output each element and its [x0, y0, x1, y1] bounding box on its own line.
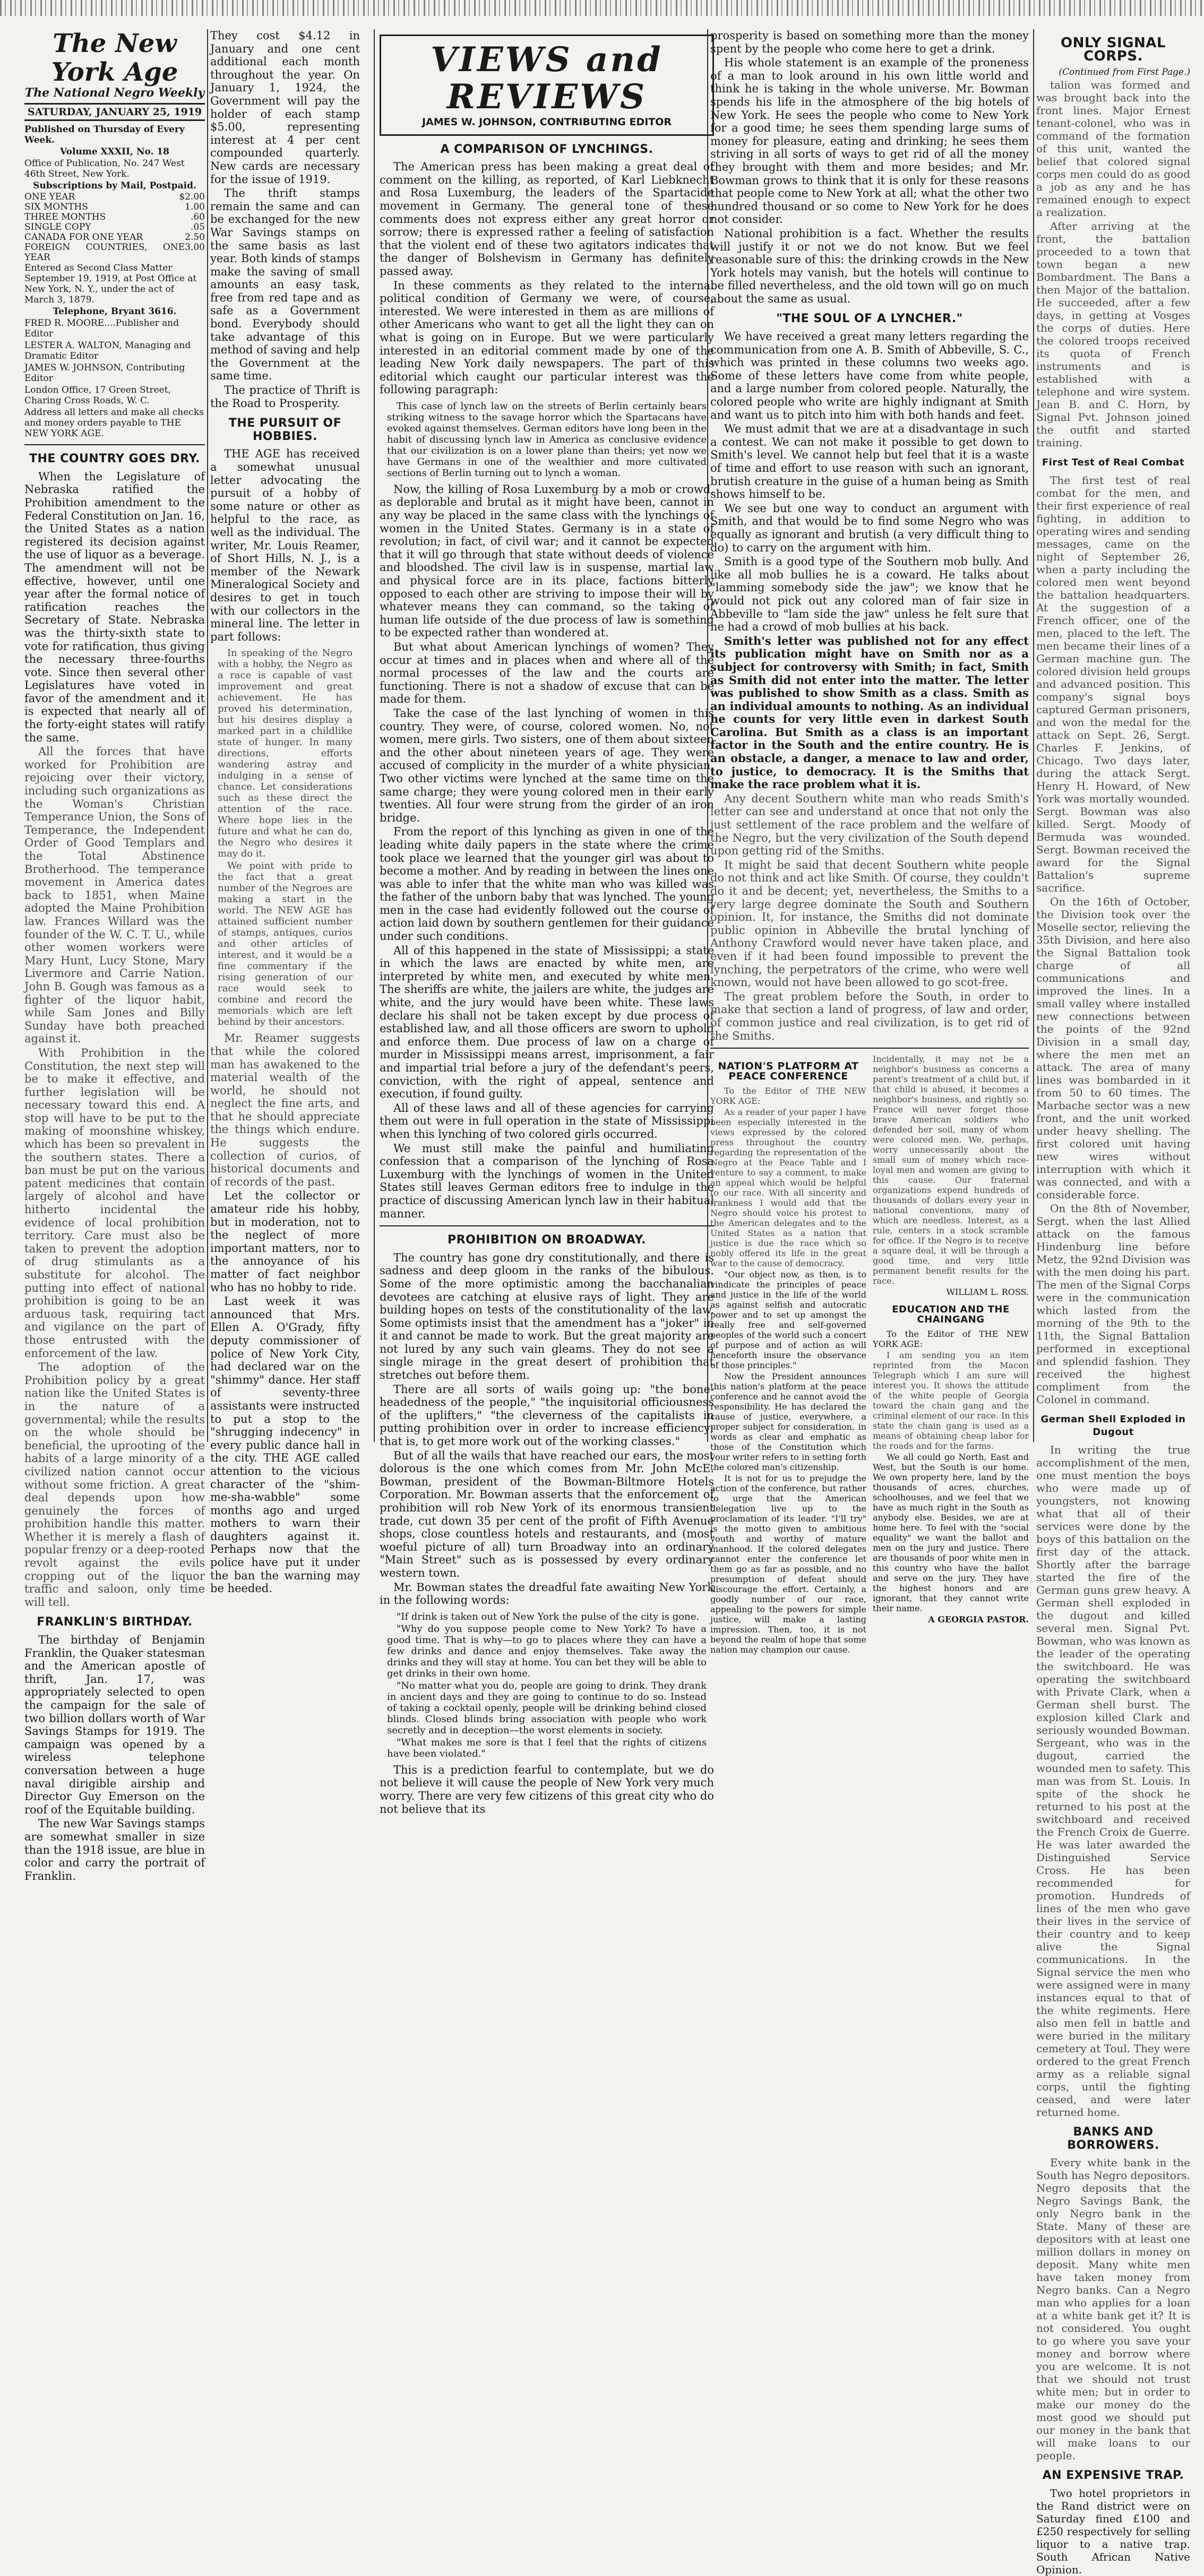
torn-top-edge: [0, 0, 1204, 16]
subscriptions-heading: Subscriptions by Mail, Postpaid.: [33, 180, 196, 192]
paragraph: Smith's letter was published not for any effect its publication might have on Smith nor as a subject for controversy with Smith; in fact, Smith as Smith did not enter into the matter. The letter was published to show Smith as a class. Smith as an individual amounts to nothing. As an individual he counts for very little even in darkest South Carolina. But Smith as a class is an important factor in the South and the entire country. He is an obstacle, a danger, a menace to law and order, to justice, to democracy. It is the Smiths that make the race problem what it is.: [710, 634, 1029, 791]
rate-row: SIX MONTHS 1.00: [24, 202, 205, 213]
paragraph: Mr. Reamer suggests that while the colored man has awakened to the material wealth of the world, he should not neglect the fine arts, and that he should appreciate the things which endure. He suggests the collection of curios, of historical documents and of records of the past.: [210, 1032, 360, 1188]
paragraph: All of these laws and all of these agencies for carrying them out were in full operation in the state of Mississippi when this lynching of two colored girls occurred.: [380, 1101, 714, 1140]
paragraph: But what about American lynchings of women? They occur at times and in places when and where all of the normal processes of the law and the courts are functioning. There is not a shadow of excuse that can be made for them.: [380, 641, 714, 706]
paragraph: Smith is a good type of the Southern mob bully. And like all mob bullies he is a coward. He talks about "lamming somebody side the jaw"; we know that he would not pick out any colored man of fair size in Abbeville to "lam side the jaw" unless he felt sure that he had a crowd of mob bullies at his back.: [710, 555, 1029, 634]
banner-byline: JAMES W. JOHNSON, CONTRIBUTING EDITOR: [422, 116, 672, 128]
office-address: Office of Publication, No. 247 West 46th Street, New York.: [24, 158, 185, 180]
quote-paragraph: "If drink is taken out of New York the pulse of the city is gone.: [397, 1611, 700, 1622]
paragraph: talion was formed and was brought back into the front lines. Major Ernest tenant-colonel, who was in command of the formation of this unit, wanted the belief that colored signal corps men could do as good a job as any and he has remained enough to expect a realization.: [1036, 79, 1190, 219]
article-title-broadway: PROHIBITION ON BROADWAY.: [447, 1233, 646, 1247]
rate-row: SINGLE COPY .05: [24, 222, 205, 233]
column-1: [24, 29, 205, 1882]
paragraph: We must admit that we are at a disadvantage in such a contest. We can not make it possible to get down to Smith's level. We cannot help but feel that it is a waste of time and effort to use reason with such an ignorant, brutish creature in the guise of a human being as Smith shows himself to be.: [710, 422, 1029, 501]
platform-column: [710, 1054, 866, 1656]
paragraph: Any decent Southern white man who reads Smith's letter can see and understand at once that not only the just settlement of the race problem and the welfare of the Negro, but the very civilization of the South depend upon getting rid of the Smiths.: [710, 792, 1029, 858]
divider: [710, 1048, 1029, 1049]
article-title-hobbies: THE PURSUIT OF HOBBIES.: [228, 417, 342, 443]
two-column-section: [710, 1054, 1029, 1656]
article-title-trap: AN EXPENSIVE TRAP.: [1042, 2469, 1184, 2483]
paragraph: It is not for us to prejudge the action of the conference, but rather to urge that the American delegation live up to the proclamation of its leader. "I'll try" is the motto given to ambitious youth and worthy of mature manhood. If the colored delegates cannot enter the conference let them go as far as possible, and no presumption of defeat should discourage the effort. Certainly, a goodly number of our race, appealing to the powers for simple justice, will make a lasting impression. Then, too, it is not beyond the realm of hope that some nation may champion our cause.: [710, 1473, 866, 1655]
rate-row: CANADA FOR ONE YEAR 2.50: [24, 232, 205, 243]
article-title-platform: NATION'S PLATFORM AT PEACE CONFERENCE: [718, 1060, 859, 1083]
column-rule: [1033, 29, 1034, 1442]
paragraph: The adoption of the Prohibition policy by a great nation like the United States is in the nature of a governmental; while the results on the whole should be beneficial, the uprooting of the habits of a large minority of a civilized nation cannot occur without some friction. A great deal depends upon how genuinely the forces of prohibition handle this matter. Whether it is merely a flash of popular frenzy or a deep-rooted revolt against the evils cropping out of the liquor traffic and saloon, only time will tell.: [24, 1361, 205, 1609]
signature: WILLIAM L. ROSS.: [946, 1287, 1029, 1298]
paragraph: They cost $4.12 in January and one cent additional each month throughout the year. On January 1, 1924, the Government will pay the holder of each stamp $5.00, representing interest at 4 per cent compounded quarterly. New cards are necessary for the issue of 1919.: [210, 29, 360, 186]
paragraph: Every white bank in the South has Negro depositors. Negro deposits that the Negro Savings Bank, the only Negro bank in the State. Many of these are depositors with at least one million dollars in money on deposit. Many white men have taken money from Negro banks. Can a Negro man who applies for a loan at a white bank get it? It is not considered. You ought to go where you save your money and borrow where you are welcome. It is not that we should not trust white men; but in order to make our money do the most good we should put our money in the bank that will make loans to our people.: [1036, 2156, 1190, 2462]
subhead-first-test: First Test of Real Combat: [1042, 457, 1185, 469]
staff-line: JAMES W. JOHNSON, Contributing Editor: [24, 362, 185, 384]
paragraph: All the forces that have worked for Prohibition are rejoicing over their victory, including such organizations as the Woman's Christian Temperance Union, the Sons of Temperance, the Independent Order of Good Templars and the Total Abstinence Brotherhood. The temperance movement in America dates back to 1851, when Maine adopted the Maine Prohibition law. Frances Willard was the founder of the W. C. T. U., while other women workers were Mary Hunt, Lucy Stone, Mary Livermore and Carrie Nation. John B. Gough was famous as a fighter of the liquor habit, while Sam Jones and Billy Sunday have both preached against it.: [24, 745, 205, 1045]
paragraph: When the Legislature of Nebraska ratified the Prohibition amendment to the Federal Constitution on Jan. 16, the United States as a nation registered its decision against the use of liquor as a beverage. The amendment will not be effective, however, until one year after the formal notice of ratification reaches the Secretary of State. Nebraska was the thirty-sixth state to vote for ratification, thus giving the necessary three-fourths vote. Since then several other Legislatures have voted in favor of the amendment and it is expected that nearly all of the forty-eight states will ratify the same.: [24, 470, 205, 744]
article-title-chaingang: EDUCATION AND THE CHAINGANG: [892, 1304, 1010, 1326]
paragraph: On the 8th of November, Sergt. when the last Allied attack on the famous Hindenburg line before Metz, the 92nd Division was with the men doing his part. The men of the Signal Corps were in the communication which lasted from the morning of the 9th to the 11th, the Signal Battalion performed in exceptional and splendid fashion. They received the highest compliment from the Colonel in command.: [1036, 1201, 1190, 1406]
column-4: [710, 29, 1029, 1655]
quote-paragraph: "No matter what you do, people are going to drink. They drank in ancient days and they are going to continue to do so. Instead of taking a cocktail openly, people will be drinking behind closed blinds. Closed blinds bring association with people who work secretly and in deception—the worst elements in society.: [387, 1680, 707, 1736]
paragraph: National prohibition is a fact. Whether the results will justify it or not we do not know. But we feel reasonable sure of this: the drinking crowds in the New York hotels may vanish, but the hotels will continue to be filled nevertheless, and the old town will go on much about the same as usual.: [710, 227, 1029, 305]
paragraph: His whole statement is an example of the proneness of a man to look around in his own little world and think he is taking in the whole universe. Mr. Bowman spends his life in the atmosphere of the big hotels of New York. He sees the people who come to New York for a good time; he sees them spending large sums of money for pleasure, eating and drinking; he sees them striving in all sorts of ways to get rid of all the money they brought with them and more besides; and Mr. Bowman grows to think that it is only for these reasons that people come to New York at all; what the other two hundred thousand or so come to New York for he does not consider.: [710, 56, 1029, 226]
article-title-franklin: FRANKLIN'S BIRTHDAY.: [37, 1615, 193, 1629]
rate-row: FOREIGN COUNTRIES, ONE YEAR 3.00: [24, 242, 205, 263]
paragraph: As a reader of your paper I have been especially interested in the views expressed by the colored press throughout the country regarding the representation of the Negro at the Peace Table and I venture to say a comment, to make an appeal which would be helpful to our race. With all sincerity and frankness I would add that the Negro should voice his protest to the American delegates and to the United States as a nation that justice is due the race which so nobly offered its life in the great war to the cause of democracy.: [710, 1107, 866, 1269]
paragraph: Take the case of the last lynching of women in this country. They were, of course, colored women. No, not women, mere girls. Two sisters, one of them about sixteen and the other about nineteen years of age. They were accused of complicity in the murder of a white physician. Two other victims were lynched at the same time on the same charge; they were young colored men in their early twenties. All four were strung from the girder of an iron bridge.: [380, 706, 714, 824]
article-title-country-dry: THE COUNTRY GOES DRY.: [29, 452, 200, 466]
paragraph: The practice of Thrift is the Road to Prosperity.: [210, 384, 360, 410]
subhead-shell: German Shell Exploded in Dugout: [1040, 1413, 1186, 1438]
quote-paragraph: "Why do you suppose people come to New York? To have a good time. That is why—to go to places where they can have a few drinks and dance and enjoy themselves. Take away the drinks and they will stay at home. You can bet they will be able to get drinks in their own home.: [387, 1623, 707, 1679]
staff-line: FRED R. MOORE....Publisher and Editor: [24, 318, 179, 340]
banner-title: VIEWS and REVIEWS: [431, 40, 663, 117]
paragraph: To the Editor of THE NEW YORK AGE:: [710, 1086, 866, 1107]
subscription-rates: [24, 192, 205, 263]
paragraph: In writing the true accomplishment of the men, one must mention the boys who were made up of youngsters, not knowing what that all of their services were done by the boys of this battalion on the first day of the attack. Shortly after the barrage started the fire of the German guns grew heavy. A German shell exploded in the dugout and killed several men. Signal Pvt. Bowman, who was known as the leader of the operating the switchboard. He was operating the switchboard with Private Clark, when a German shell burst. The explosion killed Clark and seriously wounded Bowman. Sergeant, who was in the dugout, carried the wounded men to safety. This man was from St. Louis. In spite of the shock he returned to his post at the switchboard and received the French Croix de Guerre. He was later awarded the Distinguished Service Cross. He has been recommended for promotion. Hundreds of lines of the men who gave their lives in the service of their country and to keep alive the Signal communications. In the Signal service the men who were assigned were in many instances equal to that of the white regiments. Here also men fell in battle and were buried in the military cemetery at Toul. They were ordered to the great French army as a reliable signal corps, until the fighting ceased, and were later returned home.: [1036, 1443, 1190, 2119]
london-office: London Office, 17 Green Street, Charing Cross Roads, W. C.: [24, 385, 171, 407]
paragraph: We all could go North, East and West, but the South is our home. We own property here, land by the thousands of acres, churches, schoolhouses, and we feel that we have as much right in the South as anybody else. Besides, we are at home here. To feel with the "social equality" we want the ballot and men on the jury and justice. There are thousands of poor white men in this country who have the ballot and serve on the jury. They have the highest honors and are ignorant, that they cannot write their name.: [873, 1452, 1029, 1614]
quote-paragraph: In speaking of the Negro with a hobby, the Negro as a race is capable of vast improvement and great achievement. He has proved his determination, but his desires display a marked part in a childlike state of hunger. In many directions, efforts wandering astray and indulging in a sense of chance. Let considerations such as these direct the attention of the race. Where hope lies in the future and what he can do, the Negro who desires it may do it.: [218, 647, 352, 860]
divider: [380, 1225, 714, 1226]
paragraph: "Our object now, as then, is to vindicate the principles of peace and justice in the life of the world as against selfish and autocratic power and to set up amongst the really free and self-governed peoples of the world such a concert of purpose and of action as will henceforth insure the observance of those principles.": [710, 1269, 866, 1371]
paragraph: With Prohibition in the Constitution, the next step will be to make it effective, and further legislation will be necessary toward this end. A stop will have to be put to the making of moonshine whiskey, which has been so prevalent in the southern states. There a ban must be put on the various patent medicines that contain largely of alcohol and have hitherto incidental the evidence of local prohibition territory. Care must also be taken to prevent the adoption of drug stimulants as a substitute for alcohol. The putting into effect of national prohibition is going to be an arduous task, requiring tact and vigilance on the part of those entrusted with the enforcement of the law.: [24, 1046, 205, 1360]
paragraph: The new War Savings stamps are somewhat smaller in size than the 1918 issue, are blue in color and carry the portrait of Franklin.: [24, 1817, 205, 1882]
continued-note: (Continued from First Page.): [1059, 67, 1190, 78]
paragraph: But of all the wails that have reached our ears, the most dolorous is the one which comes from Mr. John McE. Bowman, president of the Bowman-Biltmore Hotels Corporation. Mr. Bowman asserts that the enforcement of prohibition will rob New York of its enormous transient trade, cut down 35 per cent of the profit of Fifth Avenue shops, close countless hotels and restaurants, and (most woeful picture of all) turn Broadway into an ordinary "Main Street" such as is possessed by every ordinary western town.: [380, 1449, 714, 1579]
paragraph: To the Editor of THE NEW YORK AGE:: [873, 1329, 1029, 1350]
paragraph: Now the President announces this nation's platform at the peace conference and he cannot avoid the responsibility. He has declared the cause of justice, everywhere, a proper subject for consideration, in words as clear and emphatic as those of the Constitution which your writer refers to in setting forth the colored man's citizenship.: [710, 1371, 866, 1473]
paragraph: The great problem before the South, in order to make that section a land of progress, of law and order, of common justice and real civilization, is to get rid of the Smiths.: [710, 990, 1029, 1042]
paragraph: From the report of this lynching as given in one of the leading white daily papers in the state where the crime took place we learned that the younger girl was about to become a mother. And by reading in between the lines one was able to infer that the white man who was killed was the father of the unborn baby that was lynched. The young men in the case had evidently followed out the course of action laid down by southern gentlemen for their guidance under such conditions.: [380, 825, 714, 943]
rate-row: THREE MONTHS .60: [24, 212, 205, 223]
paragraph: The first test of real combat for the men, and their first experience of real fighting, in addition to operating wires and sending messages, came on the night of September 26, when a party including the colored men went beyond the battalion headquarters. At the suggestion of a French officer, one of the men, placed to the left. The men became their lines of a German machine gun. The colored division held groups and advanced position. This company's signal boys captured German prisoners, and won the medal for the attack on Sept. 26, Sergt. Charles F. Jenkins, of Chicago. Two days later, during the attack Sergt. Henry H. Howard, of New York was mortally wounded. Sergt. Bowman was also killed. Sergt. Moody of Bermuda was wounded. Sergt. Bowman received the award for the Signal Battalion's supreme sacrifice.: [1036, 473, 1190, 894]
paragraph: After arriving at the front, the battalion proceeded to a town that town began a new Bombardment. The Bans a then Major of the battalion. He succeeded, after a few days, in getting at Vosges the corps of duties. Here the colored troops received its quota of French instruments and is established with a telephone and wire system. Jean B. and C. Horn, by Signal Pvt. Johnson joined the outfit and started training.: [1036, 220, 1190, 449]
paragraph: Last week it was announced that Mrs. Ellen A. O'Grady, fifty deputy commissioner of police of New York City, had declared war on the "shimmy" dance. Her staff of seventy-three assistants were instructed to put a stop to the "shrugging indecency" in every public dance hall in the city. THE AGE called attention to the vicious character of the "shim-me-sha-wabble" some months ago and urged mothers to warn their daughters against it. Perhaps now that the police have put it under the ban the warning may be heeded.: [210, 1295, 360, 1595]
telephone: Telephone, Bryant 3616.: [53, 306, 177, 317]
masthead-date: SATURDAY, JANUARY 25, 1919: [24, 103, 205, 122]
quote-paragraph: This case of lynch law on the streets of Berlin certainly bears striking witness to the savage horror which the Spartacans have evoked against themselves. German editors have long been in the habit of discussing lynch law in America as conclusive evidence that our civilization is on a lower plane than theirs; yet now we have Germans in one of the wealthier and more cultivated sections of Berlin turning out to lynch a woman.: [387, 400, 707, 479]
paragraph: I am sending you an item reprinted from the Macon Telegraph which I am sure will interest you. It shows the attitude of the white people of Georgia toward the chain gang and the criminal element of our race. In this state the chain gang is used as a means of obtaining cheap labor for the roads and for the farms.: [873, 1350, 1029, 1451]
paragraph: It might be said that decent Southern white people do not think and act like Smith. Of course, they couldn't do it and be decent; yet, nevertheless, the Smiths to a very large degree dominate the South and Southern opinion. It, for instance, the Smiths did not dominate public opinion in Abbeville the brutal lynching of Anthony Crawford would never have taken place, and even if it had been found impossible to prevent the lynching, the perpetrators of the crime, who were well known, would not have been allowed to go scot-free.: [710, 858, 1029, 989]
paragraph: There are all sorts of wails going up: "the bone-headedness of the people," "the inquisitorial officiousness of the uplifters," "the cleverness of the capitalists in putting prohibition over in order to increase efficiency; that is, to get more work out of the working classes.": [380, 1382, 714, 1448]
article-title-lynchings: A COMPARISON OF LYNCHINGS.: [440, 142, 653, 156]
paragraph: The thrift stamps remain the same and can be exchanged for the new War Savings stamps on the same basis as last year. Both kinds of stamps make the saving of small amounts an easy task, free from red tape and as safe as a Government bond. Everybody should take advantage of this method of saving and help the Government at the same time.: [210, 187, 360, 383]
quote-paragraph: "What makes me sore is that I feel that the rights of citizens have been violated.": [387, 1736, 707, 1759]
address-note: Address all letters and make all checks and money orders payable to THE NEW YORK AGE.: [24, 407, 204, 439]
article-title-soul-of-lyncher: "THE SOUL OF A LYNCHER.": [776, 312, 963, 326]
column-rule: [374, 29, 375, 1442]
paragraph: The country has gone dry constitutionally, and there is sadness and deep gloom in the ranks of the bibulous. Some of the more optimistic among the bacchanalian devotees are catching at elusive rays of light. They are building hopes on tests of the constitutionality of the law. Some optimists insist that the amendment has a "joker" in it and cannot be made to work. But the great majority are not lured by any such vain gleams. They do not see a single mirage in the great desert of prohibition that stretches out before them.: [380, 1251, 714, 1382]
paragraph: On the 16th of October, the Division took over the Moselle sector, relieving the 35th Division, and here also the Signal Battalion took charge of all communications and improved the lines. In a small valley where installed new connections between the points of the 92nd Division in a small day, where the men met an attack. The area of many lines was bombarded in it from 50 to 60 times. The Marbache sector was a new front, and the unit worked under heavy shelling. The first colored unit having new wires without interruption with which it was connected, and with a considerable force.: [1036, 895, 1190, 1201]
quote-paragraph: We point with pride to the fact that a great number of the Negroes are making a start in the world. The NEW AGE has attained sufficient number of stamps, antiques, curios and other articles of interest, and it would be a fine commentary if the rising generation of our race would seek to combine and record the memorials which are left behind by their ancestors.: [218, 860, 352, 1028]
paragraph: This is a prediction fearful to contemplate, but we do not believe it will cause the people of New York very much worry. There are very few citizens of this great city who do not believe that its: [380, 1763, 714, 1816]
paragraph: We must still make the painful and humiliating confession that a comparison of the lynching of Rosa Luxemburg with the lynchings of women in the United States still leaves German editors free to indulge in the practice of discussing American lynch law in their habitual manner.: [380, 1142, 714, 1220]
column-5: [1036, 29, 1190, 2576]
column-2: [210, 29, 360, 1595]
volume-number: Volume XXXII, No. 18: [60, 146, 169, 158]
paragraph: Now, the killing of Rosa Luxemburg by a mob or crowd, as deplorable and brutal as it might have been, cannot in any way be placed in the same class with the lynchings of women in the United States. Germany is in a state of revolution; in fact, of civil war; and it cannot be expected that it will go through that state without deeds of violence and bloodshed. The civil law is in suspense, martial law and physical force are in its place, factions bitterly opposed to each other are striving to impose their will by whatever means they can command, so the taking of human life outside of the due process of law is something to be expected rather than wondered at.: [380, 482, 714, 639]
paragraph: prosperity is based on something more than the money spent by the people who come here to get a drink.: [710, 29, 1029, 55]
paragraph: The birthday of Benjamin Franklin, the Quaker statesman and the American apostle of thrift, Jan. 17, was appropriately selected to open the campaign for the sale of two billion dollars worth of War Savings Stamps for 1919. The campaign was opened by a wireless telephone conversation between a huge naval dirigible airship and Director Guy Emerson on the roof of the Equitable building.: [24, 1633, 205, 1816]
rate-row: ONE YEAR $2.00: [24, 192, 205, 203]
published-note: Published on Thursday of Every Week.: [24, 124, 185, 146]
staff-line: LESTER A. WALTON, Managing and Dramatic Editor: [24, 340, 191, 362]
entered-note: Entered as Second Class Matter September 19, 1919, at Post Office at New York, N. Y., under the act of March 3, 1879.: [24, 263, 197, 306]
block-quote: [387, 401, 707, 479]
divider: [24, 444, 205, 445]
column-rule: [207, 29, 208, 1442]
block-quote: [387, 1611, 707, 1759]
column-3: [380, 29, 714, 1816]
paragraph: Mr. Bowman states the dreadful fate awaiting New York in the following words:: [380, 1580, 714, 1607]
article-title-banks: BANKS AND BORROWERS.: [1067, 2125, 1159, 2152]
masthead-subtitle: The National Negro Weekly: [24, 86, 205, 100]
paragraph: Incidentally, it may not be a neighbor's business as concerns a parent's treatment of a child but, if that child is abused, it becomes a neighbor's business, and rightly so. France will never forget those brave American soldiers who defended her soil, many of whom were colored men. We, perhaps, worry unnecessarily about the small sum of money which race-loyal men and women are giving to this cause. Our fraternal organizations expend hundreds of thousands of dollars every year in national conventions, many of which are needless. Interest, as a rule, centers in a stock scramble for office. If the Negro is to receive a square deal, it will be through a good time, and very little permanent benefit results for the race.: [873, 1054, 1029, 1286]
masthead-title: The New York Age: [51, 29, 178, 87]
platform-continued-column: [873, 1054, 1029, 1656]
views-and-reviews-banner: [380, 34, 714, 136]
paragraph: In these comments as they related to the internal political condition of Germany we were, of course, interested. We were interested in them as are millions of other Americans who want to get all the light they can on what is going on in Europe. But we were particularly interested in an editorial comment made by one of the leading New York daily newspapers. The part of this editorial which caught our particular interest was the following paragraph:: [380, 279, 714, 396]
article-title-signal-corps: ONLY SIGNAL CORPS.: [1061, 35, 1166, 64]
signature: A GEORGIA PASTOR.: [928, 1614, 1029, 1625]
masthead: [24, 29, 205, 121]
paragraph: THE AGE has received a somewhat unusual letter advocating the pursuit of a hobby of some nature or other as helpful to the race, as well as the individual. The writer, Mr. Louis Reamer, of Short Hills, N. J., is a member of the Newark Mineralogical Society and desires to get in touch with our collectors in the mineral line. The letter in part follows:: [210, 447, 360, 643]
paragraph: All of this happened in the state of Mississippi; a state in which the laws are enacted by white men, are interpreted by white men, and executed by white men. The sheriffs are white, the jailers are white, the judges are white, and the jury would have been white. These laws declare his shall not be taken except by due process of established law, and all those officers are sworn to uphold and enforce them. Due process of law on a charge of murder in Mississippi means arrest, imprisonment, a fair and impartial trial before a jury of the defendant's peers, conviction, with the right of appeal, sentence and execution, if found guilty.: [380, 944, 714, 1101]
paragraph: Let the collector or amateur ride his hobby, but in moderation, not to the neglect of more important matters, nor to the annoyance of his matter of fact neighbor who has no hobby to ride.: [210, 1189, 360, 1294]
paragraph: The American press has been making a great deal of comment on the killing, as reported, of Karl Liebknecht and Rosa Luxemburg, the leaders of the Spartacide movement in Germany. The general tone of these comments does not express either any great horror or sorrow; there is expressed rather a feeling of satisfaction that the violent end of these two agitators indicates that the danger of Bolshevism in Germany has definitely passed away.: [380, 160, 714, 278]
paragraph: We have received a great many letters regarding the communication from one A. B. Smith of Abbeville, S. C., which was printed in these columns two weeks ago. Some of these letters have come from white people, and a large number from colored people. Naturally, the colored people who write are highly indignant at Smith and want us to pitch into him with both hands and feet.: [710, 330, 1029, 421]
block-quote: [218, 647, 352, 1027]
paragraph: Two hotel proprietors in the Rand district were on Saturday fined £100 and £250 respectively for selling liquor to a native trap. South African Native Opinion.: [1036, 2486, 1190, 2576]
paragraph: We see but one way to conduct an argument with Smith, and that would be to find some Negro who was equally as ignorant and brutish (a very difficult thing to do) to carry on the argument with him.: [710, 502, 1029, 554]
